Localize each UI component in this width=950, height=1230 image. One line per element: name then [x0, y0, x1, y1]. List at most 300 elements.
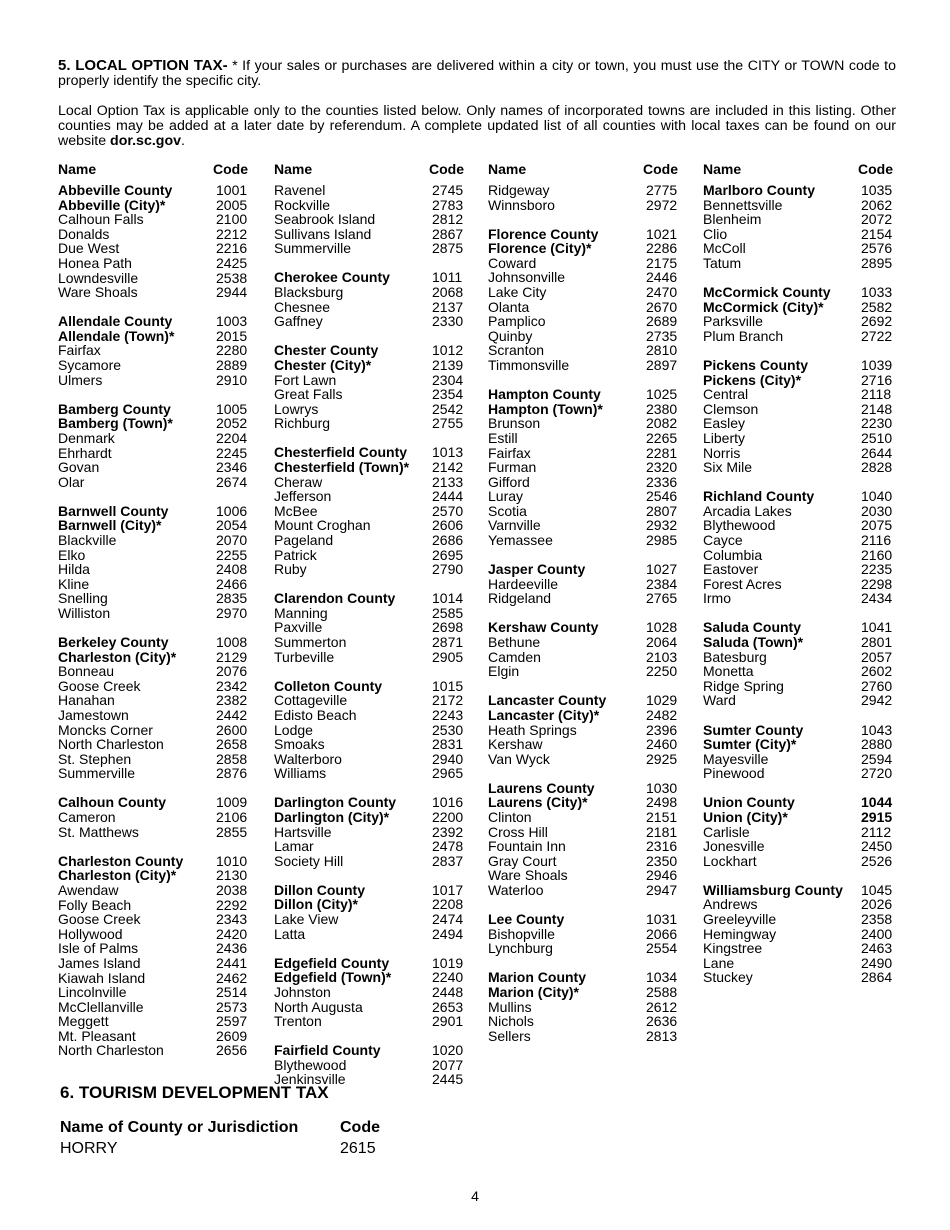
- table-column: [58, 162, 248, 1073]
- jurisdiction-code: 2354: [432, 386, 464, 403]
- county-header-row: [274, 679, 464, 694]
- jurisdiction-code: 2915: [861, 808, 893, 825]
- jurisdiction-code: 2343: [216, 911, 248, 928]
- jurisdiction-name: Isle of Palms: [58, 940, 139, 957]
- jurisdiction-code: 2106: [216, 809, 248, 826]
- jurisdiction-code: 2864: [861, 969, 893, 986]
- intro-text: * If your sales or purchases are delivered within a city or town, you must use the CITY or TOWN code to properly identify the specific city.: [58, 58, 896, 89]
- county-group: [488, 387, 678, 548]
- jurisdiction-row: [488, 941, 678, 956]
- jurisdiction-name: Elgin: [488, 663, 520, 680]
- jurisdiction-row: [703, 693, 893, 708]
- jurisdiction-name: Pickens County: [703, 356, 809, 373]
- jurisdiction-name: Hartsville: [274, 823, 332, 840]
- jurisdiction-name: Manning: [274, 604, 328, 621]
- county-header-row: [703, 358, 893, 373]
- jurisdiction-name: Nichols: [488, 1013, 534, 1030]
- jurisdiction-name: Society Hill: [274, 852, 344, 869]
- jurisdiction-name: Clarendon County: [274, 590, 396, 607]
- jurisdiction-code: 2876: [216, 765, 248, 782]
- jurisdiction-name: McColl: [703, 240, 746, 257]
- jurisdiction-code: 2653: [432, 998, 464, 1015]
- jurisdiction-code: 2546: [646, 488, 678, 505]
- jurisdiction-row: [274, 518, 464, 533]
- county-header-row: [488, 970, 678, 985]
- table-column: [488, 162, 678, 1058]
- jurisdiction-name: Blythewood: [274, 1056, 347, 1073]
- jurisdiction-name: Lancaster County: [488, 692, 607, 709]
- jurisdiction-name: Sellers: [488, 1027, 531, 1044]
- jurisdiction-code: 2897: [646, 357, 678, 374]
- jurisdiction-code: 2745: [432, 182, 464, 198]
- county-group: [703, 285, 893, 343]
- jurisdiction-name: Cameron: [58, 809, 116, 826]
- county-header-row: [703, 285, 893, 300]
- jurisdiction-code: 2346: [216, 459, 248, 476]
- jurisdiction-code: 2765: [646, 590, 678, 607]
- jurisdiction-name: Hollywood: [58, 925, 123, 942]
- jurisdiction-row: [58, 285, 248, 300]
- jurisdiction-row: [703, 970, 893, 985]
- jurisdiction-name: Bonneau: [58, 663, 115, 680]
- jurisdiction-row: [274, 212, 464, 227]
- jurisdiction-name: Marion County: [488, 969, 586, 986]
- jurisdiction-code: 2112: [861, 823, 892, 840]
- jurisdiction-code: 2602: [861, 663, 893, 680]
- jurisdiction-row: [703, 198, 893, 213]
- jurisdiction-code: 2434: [861, 590, 893, 607]
- jurisdiction-code: 1006: [216, 502, 248, 519]
- jurisdiction-code: 1041: [861, 619, 893, 636]
- jurisdiction-code: 1040: [861, 488, 893, 505]
- jurisdiction-row: [274, 737, 464, 752]
- jurisdiction-row: [274, 387, 464, 402]
- jurisdiction-code: 2082: [646, 415, 678, 432]
- jurisdiction-code: 2594: [861, 750, 893, 767]
- jurisdiction-code: 2828: [861, 459, 893, 476]
- jurisdiction-code: 2382: [216, 692, 248, 709]
- jurisdiction-name: Van Wyck: [488, 750, 550, 767]
- county-group: [58, 183, 248, 300]
- jurisdiction-name: Stuckey: [703, 969, 753, 986]
- jurisdiction-code: 2064: [646, 634, 678, 651]
- jurisdiction-name: Clemson: [703, 400, 759, 417]
- jurisdiction-code: 2656: [216, 1042, 248, 1059]
- jurisdiction-name: Great Falls: [274, 386, 343, 403]
- jurisdiction-name: Gifford: [488, 473, 530, 490]
- jurisdiction-name: Bamberg County: [58, 400, 171, 417]
- jurisdiction-name: Sumter (City)*: [703, 736, 797, 753]
- jurisdiction-row: [58, 431, 248, 446]
- header-code: Code: [858, 161, 893, 177]
- jurisdiction-code: 2538: [216, 269, 248, 286]
- jurisdiction-name: Lake City: [488, 284, 547, 301]
- jurisdiction-name: Estill: [488, 429, 518, 446]
- jurisdiction-row: [58, 446, 248, 461]
- jurisdiction-name: North Charleston: [58, 1042, 164, 1059]
- jurisdiction-name: Summerton: [274, 634, 347, 651]
- county-header-row: [703, 723, 893, 738]
- jurisdiction-name: Fairfax: [488, 444, 531, 461]
- jurisdiction-name: Clinton: [488, 808, 532, 825]
- jurisdiction-code: 2722: [861, 327, 893, 344]
- jurisdiction-code: 2910: [216, 371, 248, 388]
- county-header-row: [488, 620, 678, 635]
- jurisdiction-code: 2597: [216, 1013, 248, 1030]
- jurisdiction-name: Mt. Pleasant: [58, 1027, 136, 1044]
- section5-heading: 5. LOCAL OPTION TAX-: [58, 57, 228, 74]
- jurisdiction-name: Florence County: [488, 225, 599, 242]
- jurisdiction-code: 1027: [646, 561, 678, 578]
- county-header-row: [58, 795, 248, 810]
- county-group: [488, 183, 678, 212]
- jurisdiction-name: McClellanville: [58, 998, 144, 1015]
- jurisdiction-name: Mount Croghan: [274, 517, 371, 534]
- jurisdiction-code: 2807: [646, 502, 678, 519]
- jurisdiction-code: 2498: [646, 794, 678, 811]
- county-header-row: [488, 781, 678, 796]
- jurisdiction-name: Forest Acres: [703, 575, 782, 592]
- jurisdiction-code: 2674: [216, 473, 248, 490]
- jurisdiction-name: Irmo: [703, 590, 731, 607]
- jurisdiction-code: 2100: [216, 211, 248, 228]
- column-header: [58, 162, 248, 177]
- jurisdiction-code: 2137: [432, 298, 464, 315]
- column-header: [488, 162, 678, 177]
- jurisdiction-code: 2905: [432, 648, 464, 665]
- jurisdiction-row: [703, 650, 893, 665]
- jurisdiction-row: [274, 183, 464, 198]
- jurisdiction-name: Varnville: [488, 517, 541, 534]
- jurisdiction-name: Monetta: [703, 663, 754, 680]
- jurisdiction-name: Cherokee County: [274, 269, 390, 286]
- jurisdiction-name: Arcadia Lakes: [703, 502, 792, 519]
- jurisdiction-name: Jamestown: [58, 707, 129, 723]
- county-group: [274, 679, 464, 781]
- jurisdiction-code: 2609: [216, 1027, 248, 1044]
- jurisdiction-row: [703, 533, 893, 548]
- jurisdiction-code: 1008: [216, 634, 248, 651]
- website-link[interactable]: dor.sc.gov: [110, 133, 182, 149]
- county-group: [488, 970, 678, 1043]
- jurisdiction-code: 2942: [861, 692, 893, 709]
- jurisdiction-code: 2716: [861, 371, 893, 388]
- county-header-row: [488, 562, 678, 577]
- jurisdiction-code: 2400: [861, 925, 893, 942]
- county-header-row: [274, 445, 464, 460]
- county-header-row: [488, 693, 678, 708]
- jurisdiction-row: [703, 446, 893, 461]
- jurisdiction-name: Gaffney: [274, 313, 323, 330]
- jurisdiction-name: Chester (City)*: [274, 356, 372, 373]
- county-header-row: [274, 956, 464, 971]
- county-header-row: [274, 1043, 464, 1058]
- jurisdiction-row: [703, 402, 893, 417]
- county-group: [488, 781, 678, 898]
- county-group: [488, 562, 678, 606]
- county-group: [274, 591, 464, 664]
- jurisdiction-name: Patrick: [274, 546, 317, 563]
- jurisdiction-name: Olanta: [488, 298, 530, 315]
- jurisdiction-row: [703, 548, 893, 563]
- jurisdiction-row: [488, 839, 678, 854]
- jurisdiction-name: Eastover: [703, 561, 759, 578]
- jurisdiction-code: 2462: [216, 969, 248, 986]
- jurisdiction-name: McBee: [274, 502, 318, 519]
- jurisdiction-code: 2867: [432, 225, 464, 242]
- jurisdiction-name: Cottageville: [274, 692, 348, 709]
- jurisdiction-name: Dillon (City)*: [274, 896, 358, 913]
- county-group: [58, 402, 248, 490]
- jurisdiction-code: 2330: [432, 313, 464, 330]
- jurisdiction-row: [274, 475, 464, 490]
- jurisdiction-row: [58, 1014, 248, 1029]
- jurisdiction-row: [703, 897, 893, 912]
- header-name: Name: [274, 161, 313, 177]
- jurisdiction-row: [274, 285, 464, 300]
- county-header-row: [58, 402, 248, 417]
- jurisdiction-name: St. Matthews: [58, 823, 139, 840]
- jurisdiction-code: 1021: [646, 225, 678, 242]
- jurisdiction-name: Edgefield County: [274, 954, 390, 971]
- jurisdiction-name: Parksville: [703, 313, 763, 330]
- jurisdiction-name: Charleston County: [58, 852, 184, 869]
- jurisdiction-name: Carlisle: [703, 823, 750, 840]
- jurisdiction-row: [488, 635, 678, 650]
- jurisdiction-code: 2336: [646, 473, 678, 490]
- county-header-row: [58, 183, 248, 198]
- jurisdiction-code: 2831: [432, 736, 464, 753]
- jurisdiction-code: 2380: [646, 400, 678, 417]
- jurisdiction-code: 2281: [646, 444, 678, 461]
- jurisdiction-code: 2342: [216, 677, 248, 694]
- jurisdiction-row: [488, 927, 678, 942]
- jurisdiction-row: [274, 693, 464, 708]
- county-header-row: [488, 912, 678, 927]
- jurisdiction-name: Batesburg: [703, 648, 767, 665]
- jurisdiction-code: 2901: [432, 1013, 464, 1030]
- jurisdiction-name: Berkeley County: [58, 634, 169, 651]
- jurisdiction-row: [703, 591, 893, 606]
- jurisdiction-row: [274, 635, 464, 650]
- jurisdiction-code: 2855: [216, 823, 248, 840]
- jurisdiction-code: 2570: [432, 502, 464, 519]
- jurisdiction-code: 1012: [432, 342, 464, 359]
- jurisdiction-code: 2576: [861, 240, 893, 257]
- jurisdiction-row: [488, 752, 678, 767]
- column-body: [703, 183, 893, 985]
- jurisdiction-code: 2436: [216, 940, 248, 957]
- jurisdiction-row: [703, 752, 893, 767]
- jurisdiction-row: [274, 562, 464, 577]
- county-header-row: [274, 358, 464, 373]
- county-header-row: [703, 795, 893, 810]
- county-group: [274, 795, 464, 868]
- jurisdiction-code: 2175: [646, 254, 678, 271]
- jurisdiction-code: 2813: [646, 1027, 678, 1044]
- jurisdiction-code: 2151: [646, 808, 678, 825]
- jurisdiction-code: 2478: [432, 838, 464, 855]
- jurisdiction-code: 2880: [861, 736, 893, 753]
- county-header-row: [488, 402, 678, 417]
- jurisdiction-name: Hilda: [58, 561, 90, 578]
- jurisdiction-row: [274, 227, 464, 242]
- jurisdiction-name: Hampton (Town)*: [488, 400, 603, 417]
- jurisdiction-row: [58, 533, 248, 548]
- jurisdiction-row: [58, 883, 248, 898]
- tourism-table: [60, 1117, 460, 1159]
- jurisdiction-code: 2304: [432, 371, 464, 388]
- jurisdiction-code: 2698: [432, 619, 464, 636]
- jurisdiction-name: Jasper County: [488, 561, 586, 578]
- jurisdiction-name: Chesterfield County: [274, 444, 408, 461]
- jurisdiction-code: 2133: [432, 473, 464, 490]
- jurisdiction-row: [58, 1029, 248, 1044]
- jurisdiction-code: 2066: [646, 925, 678, 942]
- jurisdiction-row: [274, 489, 464, 504]
- jurisdiction-name: Barnwell County: [58, 502, 169, 519]
- jurisdiction-code: 2068: [432, 284, 464, 301]
- jurisdiction-name: Sumter County: [703, 721, 804, 738]
- jurisdiction-row: [58, 227, 248, 242]
- jurisdiction-code: 2810: [646, 342, 678, 359]
- column-header: [274, 162, 464, 177]
- county-header-row: [274, 270, 464, 285]
- tourism-section: [60, 1083, 460, 1159]
- jurisdiction-code: 2895: [861, 254, 893, 271]
- jurisdiction-name: Central: [703, 386, 749, 403]
- jurisdiction-name: Lake View: [274, 911, 339, 928]
- jurisdiction-code: 2946: [646, 867, 678, 884]
- jurisdiction-row: [58, 752, 248, 767]
- page-number: 4: [471, 1188, 479, 1204]
- jurisdiction-name: Jenkinsville: [274, 1071, 346, 1088]
- jurisdiction-code: 2474: [432, 911, 464, 928]
- jurisdiction-row: [58, 927, 248, 942]
- jurisdiction-row: [488, 723, 678, 738]
- county-header-row: [703, 373, 893, 388]
- county-header-row: [703, 883, 893, 898]
- jurisdiction-name: Lincolnville: [58, 984, 127, 1001]
- county-header-row: [703, 635, 893, 650]
- county-header-row: [274, 970, 464, 985]
- jurisdiction-code: 2200: [432, 808, 464, 825]
- jurisdiction-row: [703, 504, 893, 519]
- jurisdiction-row: [703, 912, 893, 927]
- county-header-row: [703, 300, 893, 315]
- county-header-row: [58, 650, 248, 665]
- jurisdiction-name: Ruby: [274, 561, 307, 578]
- county-header-row: [703, 737, 893, 752]
- jurisdiction-code: 1035: [861, 182, 893, 198]
- jurisdiction-name: Mayesville: [703, 750, 769, 767]
- jurisdiction-code: 2172: [432, 692, 464, 709]
- county-header-row: [488, 227, 678, 242]
- jurisdiction-row: [58, 241, 248, 256]
- jurisdiction-row: [274, 548, 464, 563]
- jurisdiction-code: 2573: [216, 998, 248, 1015]
- jurisdiction-name: Blackville: [58, 531, 117, 548]
- jurisdiction-code: 2542: [432, 400, 464, 417]
- jurisdiction-row: [703, 460, 893, 475]
- tourism-jurisdiction: HORRY: [60, 1140, 118, 1157]
- jurisdiction-row: [703, 577, 893, 592]
- jurisdiction-name: Lane: [703, 954, 735, 971]
- jurisdiction-row: [488, 431, 678, 446]
- jurisdiction-row: [58, 693, 248, 708]
- county-header-row: [58, 504, 248, 519]
- jurisdiction-code: 2692: [861, 313, 893, 330]
- jurisdiction-name: Laurens County: [488, 779, 595, 796]
- jurisdiction-row: [58, 475, 248, 490]
- jurisdiction-code: 2460: [646, 736, 678, 753]
- jurisdiction-code: 2070: [216, 531, 248, 548]
- jurisdiction-code: 1044: [861, 794, 893, 811]
- jurisdiction-code: 2154: [861, 225, 893, 242]
- jurisdiction-row: [274, 912, 464, 927]
- jurisdiction-name: Ulmers: [58, 371, 103, 388]
- jurisdiction-code: 1025: [646, 386, 678, 403]
- jurisdiction-row: [488, 475, 678, 490]
- jurisdiction-name: St. Stephen: [58, 750, 132, 767]
- jurisdiction-row: [488, 256, 678, 271]
- jurisdiction-name: Honea Path: [58, 254, 132, 271]
- jurisdiction-code: 2425: [216, 254, 248, 271]
- intro-paragraph: [58, 58, 896, 89]
- jurisdiction-row: [58, 271, 248, 286]
- jurisdiction-row: [274, 1058, 464, 1073]
- jurisdiction-name: Fairfax: [58, 342, 101, 359]
- county-header-row: [58, 198, 248, 213]
- jurisdiction-code: 2783: [432, 196, 464, 213]
- jurisdiction-row: [274, 839, 464, 854]
- jurisdiction-code: 2695: [432, 546, 464, 563]
- jurisdiction-name: Yemassee: [488, 532, 553, 549]
- jurisdiction-code: 2072: [861, 211, 893, 228]
- jurisdiction-code: 2015: [216, 327, 248, 344]
- jurisdiction-name: Liberty: [703, 429, 746, 446]
- jurisdiction-name: Johnston: [274, 983, 331, 1000]
- jurisdiction-row: [703, 956, 893, 971]
- header-code: Code: [213, 161, 248, 177]
- jurisdiction-code: 1029: [646, 692, 678, 709]
- jurisdiction-name: Govan: [58, 459, 100, 476]
- jurisdiction-name: Union County: [703, 794, 795, 811]
- jurisdiction-row: [274, 606, 464, 621]
- jurisdiction-code: 2463: [861, 940, 893, 957]
- jurisdiction-name: Ridge Spring: [703, 677, 784, 694]
- jurisdiction-row: [488, 868, 678, 883]
- jurisdiction-name: Hampton County: [488, 386, 601, 403]
- jurisdiction-row: [488, 825, 678, 840]
- jurisdiction-code: 2526: [861, 852, 893, 869]
- jurisdiction-code: 2689: [646, 313, 678, 330]
- jurisdiction-code: 1016: [432, 794, 464, 811]
- table-column: [274, 162, 464, 1101]
- jurisdiction-code: 1001: [216, 182, 248, 198]
- county-group: [703, 620, 893, 708]
- jurisdiction-row: [58, 825, 248, 840]
- jurisdiction-code: 2932: [646, 517, 678, 534]
- jurisdiction-code: 2970: [216, 604, 248, 621]
- jurisdiction-code: 1009: [216, 794, 248, 811]
- jurisdiction-code: 2160: [861, 546, 893, 563]
- jurisdiction-name: Pinewood: [703, 765, 765, 782]
- jurisdiction-code: 1014: [432, 590, 464, 607]
- jurisdiction-name: Saluda (Town)*: [703, 634, 804, 651]
- jurisdiction-name: Calhoun Falls: [58, 211, 144, 228]
- jurisdiction-row: [703, 927, 893, 942]
